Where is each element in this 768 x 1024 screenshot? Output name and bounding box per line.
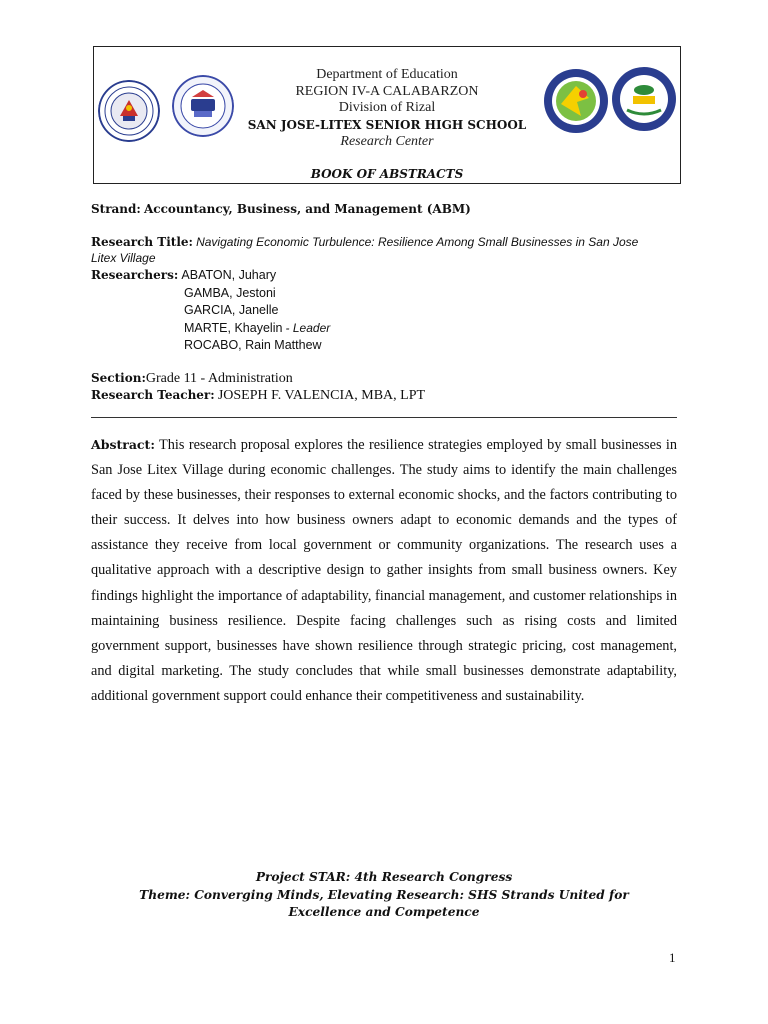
section-value: Grade 11 - Administration [145,371,293,386]
department-name: Department of Education [316,67,458,82]
divider [91,417,677,418]
researcher-name: GARCIA, Janelle [184,303,279,317]
abstract-label: Abstract: [91,437,155,452]
research-center-name: Research Center [340,133,434,149]
section-line [91,370,293,387]
abstract-paragraph [91,432,677,709]
leader-tag: - Leader [285,321,331,335]
book-title: BOOK OF ABSTRACTS [310,167,464,181]
footer-congress: Project STAR: 4th Research Congress [255,870,513,884]
region-name: REGION IV-A CALABARZON [295,83,479,99]
teacher-label: Research Teacher: [91,388,215,402]
research-center-logo [611,66,677,132]
researchers-line [91,267,276,284]
footer [91,869,677,922]
page-number: 1 [669,950,676,965]
research-title-text-2: Litex Village [91,251,156,265]
researcher-name: ROCABO, Rain Matthew [184,338,322,352]
deped-seal-logo [98,80,160,142]
research-title-text-1: Navigating Economic Turbulence: Resilience Among Small Businesses in San Jose [196,235,639,249]
footer-theme: Theme: Converging Minds, Elevating Research: SHS Strands United for [139,887,629,902]
section-label: Section: [91,371,146,385]
abstract-text: This research proposal explores the resilience strategies employed by small businesses in San Jose Litex Village during economic challenges. The study aims to identify the main challenges faced by these businesses, their responses to external economic shocks, and the factors contributing to their success. It delves into how business owners adapt to economic demands and the types of assistance they receive from local government or community organizations. The research uses a qualitative approach with a descriptive design to gather insights from small business owners. Key findings highlight the importance of adaptability, financial management, and customer relationships in maintaining business resilience. Despite facing challenges such as rising costs and limited government support, businesses have shown resilience through strategic pricing, cost management, and digital marketing. The study concludes that while small businesses demonstrate adaptability, additional government support could enhance their competitiveness and sustainability. [91,437,677,704]
school-name: SAN JOSE-LITEX SENIOR HIGH SCHOOL [247,117,527,132]
document-header [93,46,681,184]
researchers-label: Researchers: [91,268,179,282]
footer-theme-continued: Excellence and Competence [288,905,480,919]
strand-line [91,201,471,218]
researcher-name: ABATON, Juhary [181,268,277,282]
teacher-value: JOSEPH F. VALENCIA, MBA, LPT [217,388,426,403]
researcher-name: MARTE, Khayelin [184,321,283,335]
researcher-name: GAMBA, Jestoni [184,286,276,300]
researcher-leader-line [184,320,330,337]
research-title-line [91,234,638,251]
strand-value: Accountancy, Business, and Management (ABM) [143,202,471,216]
research-title-line-2 [91,250,156,267]
research-title-label: Research Title: [91,235,193,249]
division-name: Division of Rizal [338,100,436,115]
teacher-line [91,387,425,404]
strand-label: Strand: [91,202,141,216]
